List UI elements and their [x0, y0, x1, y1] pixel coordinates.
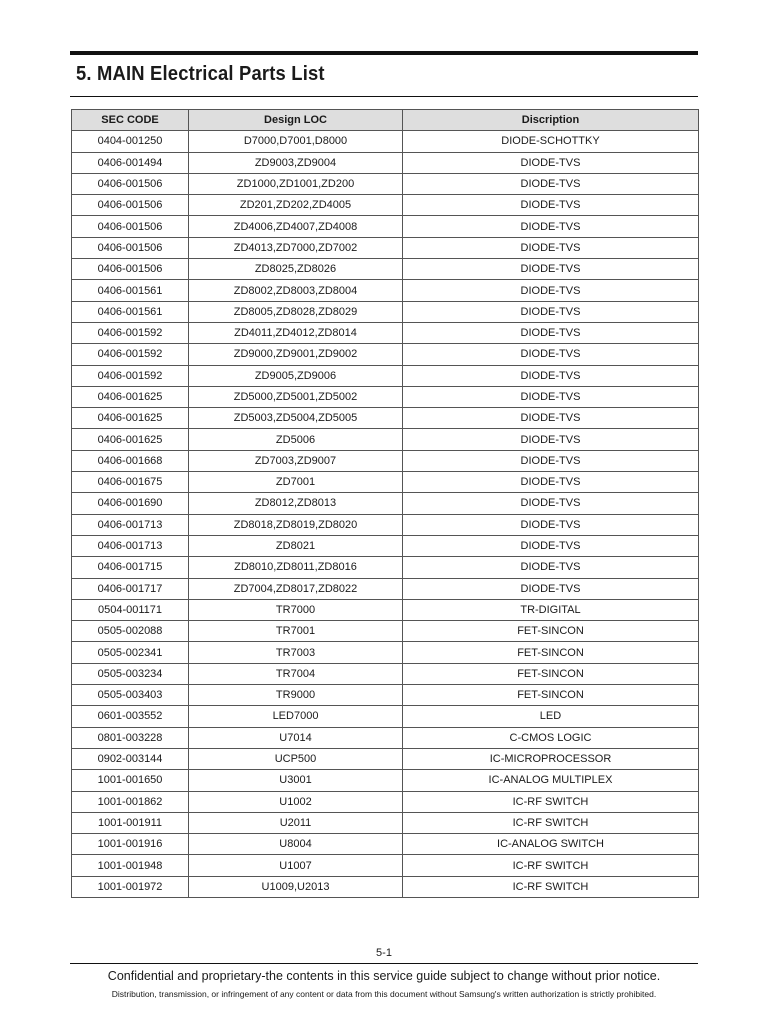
design-loc-cell: ZD7004,ZD8017,ZD8022: [189, 578, 403, 599]
design-loc-cell: ZD4006,ZD4007,ZD4008: [189, 216, 403, 237]
table-row: [72, 259, 699, 280]
table-row: [72, 365, 699, 386]
table-row: [72, 131, 699, 152]
table-row: [72, 280, 699, 301]
design-loc-cell: ZD5006: [189, 429, 403, 450]
design-loc-cell: ZD4013,ZD7000,ZD7002: [189, 237, 403, 258]
design-loc-cell: TR7003: [189, 642, 403, 663]
description-cell: DIODE-SCHOTTKY: [403, 131, 699, 152]
description-cell: IC-RF SWITCH: [403, 855, 699, 876]
table-row: [72, 727, 699, 748]
title-rule: [70, 96, 698, 97]
table-row: [72, 195, 699, 216]
sec-code-cell: 1001-001948: [72, 855, 189, 876]
design-loc-cell: ZD4011,ZD4012,ZD8014: [189, 322, 403, 343]
description-cell: IC-RF SWITCH: [403, 812, 699, 833]
sec-code-cell: 0406-001625: [72, 408, 189, 429]
table-row: [72, 450, 699, 471]
table-row: [72, 599, 699, 620]
description-cell: DIODE-TVS: [403, 344, 699, 365]
sec-code-cell: 0406-001592: [72, 344, 189, 365]
sec-code-cell: 1001-001911: [72, 812, 189, 833]
sec-code-cell: 0406-001592: [72, 365, 189, 386]
table-row: [72, 408, 699, 429]
design-loc-cell: ZD9003,ZD9004: [189, 152, 403, 173]
column-header-sec-code: SEC CODE: [72, 110, 189, 131]
description-cell: DIODE-TVS: [403, 535, 699, 556]
sec-code-cell: 0406-001625: [72, 429, 189, 450]
table-row: [72, 812, 699, 833]
design-loc-cell: U7014: [189, 727, 403, 748]
design-loc-cell: UCP500: [189, 748, 403, 769]
parts-table: [71, 109, 699, 898]
design-loc-cell: U2011: [189, 812, 403, 833]
description-cell: DIODE-TVS: [403, 386, 699, 407]
description-cell: DIODE-TVS: [403, 450, 699, 471]
description-cell: FET-SINCON: [403, 663, 699, 684]
design-loc-cell: ZD8012,ZD8013: [189, 493, 403, 514]
description-cell: IC-ANALOG SWITCH: [403, 834, 699, 855]
description-cell: DIODE-TVS: [403, 237, 699, 258]
description-cell: DIODE-TVS: [403, 514, 699, 535]
sec-code-cell: 0406-001561: [72, 301, 189, 322]
sec-code-cell: 1001-001972: [72, 876, 189, 897]
description-cell: DIODE-TVS: [403, 152, 699, 173]
sec-code-cell: 0406-001494: [72, 152, 189, 173]
column-header-design-loc: Design LOC: [189, 110, 403, 131]
table-row: [72, 578, 699, 599]
sec-code-cell: 0404-001250: [72, 131, 189, 152]
table-row: [72, 386, 699, 407]
sec-code-cell: 0505-002341: [72, 642, 189, 663]
sec-code-cell: 0406-001715: [72, 557, 189, 578]
sec-code-cell: 0601-003552: [72, 706, 189, 727]
sec-code-cell: 0406-001713: [72, 535, 189, 556]
description-cell: FET-SINCON: [403, 685, 699, 706]
design-loc-cell: ZD7003,ZD9007: [189, 450, 403, 471]
table-row: [72, 429, 699, 450]
sec-code-cell: 0406-001690: [72, 493, 189, 514]
design-loc-cell: ZD8025,ZD8026: [189, 259, 403, 280]
design-loc-cell: TR7004: [189, 663, 403, 684]
table-row: [72, 514, 699, 535]
design-loc-cell: U1007: [189, 855, 403, 876]
design-loc-cell: TR7001: [189, 621, 403, 642]
sec-code-cell: 0902-003144: [72, 748, 189, 769]
table-row: [72, 472, 699, 493]
description-cell: DIODE-TVS: [403, 557, 699, 578]
footer-rule: [70, 963, 698, 964]
design-loc-cell: U1002: [189, 791, 403, 812]
description-cell: LED: [403, 706, 699, 727]
description-cell: DIODE-TVS: [403, 301, 699, 322]
description-cell: IC-RF SWITCH: [403, 791, 699, 812]
table-row: [72, 216, 699, 237]
description-cell: DIODE-TVS: [403, 365, 699, 386]
design-loc-cell: ZD8010,ZD8011,ZD8016: [189, 557, 403, 578]
table-row: [72, 237, 699, 258]
design-loc-cell: ZD8021: [189, 535, 403, 556]
sec-code-cell: 0406-001592: [72, 322, 189, 343]
table-row: [72, 706, 699, 727]
design-loc-cell: LED7000: [189, 706, 403, 727]
design-loc-cell: ZD7001: [189, 472, 403, 493]
description-cell: TR-DIGITAL: [403, 599, 699, 620]
footer-confidential-notice: Confidential and proprietary-the contents in this service guide subject to change without prior notice.: [107, 969, 661, 983]
description-cell: DIODE-TVS: [403, 429, 699, 450]
sec-code-cell: 0504-001171: [72, 599, 189, 620]
sec-code-cell: 0801-003228: [72, 727, 189, 748]
column-header-description: Discription: [403, 110, 699, 131]
sec-code-cell: 0406-001506: [72, 259, 189, 280]
table-row: [72, 876, 699, 897]
design-loc-cell: U8004: [189, 834, 403, 855]
design-loc-cell: TR9000: [189, 685, 403, 706]
table-row: [72, 535, 699, 556]
sec-code-cell: 0406-001506: [72, 216, 189, 237]
table-row: [72, 748, 699, 769]
sec-code-cell: 1001-001650: [72, 770, 189, 791]
table-row: [72, 621, 699, 642]
table-row: [72, 173, 699, 194]
sec-code-cell: 0406-001675: [72, 472, 189, 493]
sec-code-cell: 0406-001506: [72, 173, 189, 194]
sec-code-cell: 0406-001506: [72, 195, 189, 216]
table-row: [72, 344, 699, 365]
design-loc-cell: ZD8005,ZD8028,ZD8029: [189, 301, 403, 322]
design-loc-cell: ZD8002,ZD8003,ZD8004: [189, 280, 403, 301]
design-loc-cell: ZD1000,ZD1001,ZD200: [189, 173, 403, 194]
sec-code-cell: 0406-001717: [72, 578, 189, 599]
table-row: [72, 152, 699, 173]
sec-code-cell: 0406-001713: [72, 514, 189, 535]
sec-code-cell: 1001-001862: [72, 791, 189, 812]
table-row: [72, 493, 699, 514]
sec-code-cell: 0505-003403: [72, 685, 189, 706]
table-row: [72, 642, 699, 663]
table-row: [72, 685, 699, 706]
footer-distribution-notice: Distribution, transmission, or infringement of any content or data from this document without Samsung's written authorization is strictly prohibited.: [111, 989, 657, 999]
description-cell: DIODE-TVS: [403, 493, 699, 514]
sec-code-cell: 0406-001506: [72, 237, 189, 258]
description-cell: IC-MICROPROCESSOR: [403, 748, 699, 769]
table-row: [72, 770, 699, 791]
design-loc-cell: ZD201,ZD202,ZD4005: [189, 195, 403, 216]
sec-code-cell: 1001-001916: [72, 834, 189, 855]
description-cell: DIODE-TVS: [403, 578, 699, 599]
table-row: [72, 855, 699, 876]
design-loc-cell: D7000,D7001,D8000: [189, 131, 403, 152]
design-loc-cell: ZD5003,ZD5004,ZD5005: [189, 408, 403, 429]
parts-table-body: [72, 131, 699, 898]
table-header-row: [72, 110, 699, 131]
sec-code-cell: 0406-001625: [72, 386, 189, 407]
description-cell: DIODE-TVS: [403, 195, 699, 216]
sec-code-cell: 0505-003234: [72, 663, 189, 684]
section-title: 5. MAIN Electrical Parts List: [76, 63, 325, 85]
description-cell: DIODE-TVS: [403, 173, 699, 194]
design-loc-cell: U1009,U2013: [189, 876, 403, 897]
description-cell: DIODE-TVS: [403, 472, 699, 493]
description-cell: DIODE-TVS: [403, 322, 699, 343]
design-loc-cell: ZD5000,ZD5001,ZD5002: [189, 386, 403, 407]
description-cell: DIODE-TVS: [403, 408, 699, 429]
page-number: 5-1: [376, 947, 392, 959]
description-cell: C-CMOS LOGIC: [403, 727, 699, 748]
description-cell: IC-RF SWITCH: [403, 876, 699, 897]
description-cell: FET-SINCON: [403, 642, 699, 663]
table-row: [72, 663, 699, 684]
design-loc-cell: U3001: [189, 770, 403, 791]
table-row: [72, 791, 699, 812]
description-cell: DIODE-TVS: [403, 280, 699, 301]
sec-code-cell: 0406-001561: [72, 280, 189, 301]
sec-code-cell: 0505-002088: [72, 621, 189, 642]
sec-code-cell: 0406-001668: [72, 450, 189, 471]
description-cell: DIODE-TVS: [403, 216, 699, 237]
table-row: [72, 834, 699, 855]
table-row: [72, 557, 699, 578]
design-loc-cell: ZD9000,ZD9001,ZD9002: [189, 344, 403, 365]
table-row: [72, 322, 699, 343]
description-cell: IC-ANALOG MULTIPLEX: [403, 770, 699, 791]
design-loc-cell: ZD8018,ZD8019,ZD8020: [189, 514, 403, 535]
top-rule: [70, 51, 698, 55]
table-row: [72, 301, 699, 322]
description-cell: DIODE-TVS: [403, 259, 699, 280]
description-cell: FET-SINCON: [403, 621, 699, 642]
design-loc-cell: TR7000: [189, 599, 403, 620]
design-loc-cell: ZD9005,ZD9006: [189, 365, 403, 386]
